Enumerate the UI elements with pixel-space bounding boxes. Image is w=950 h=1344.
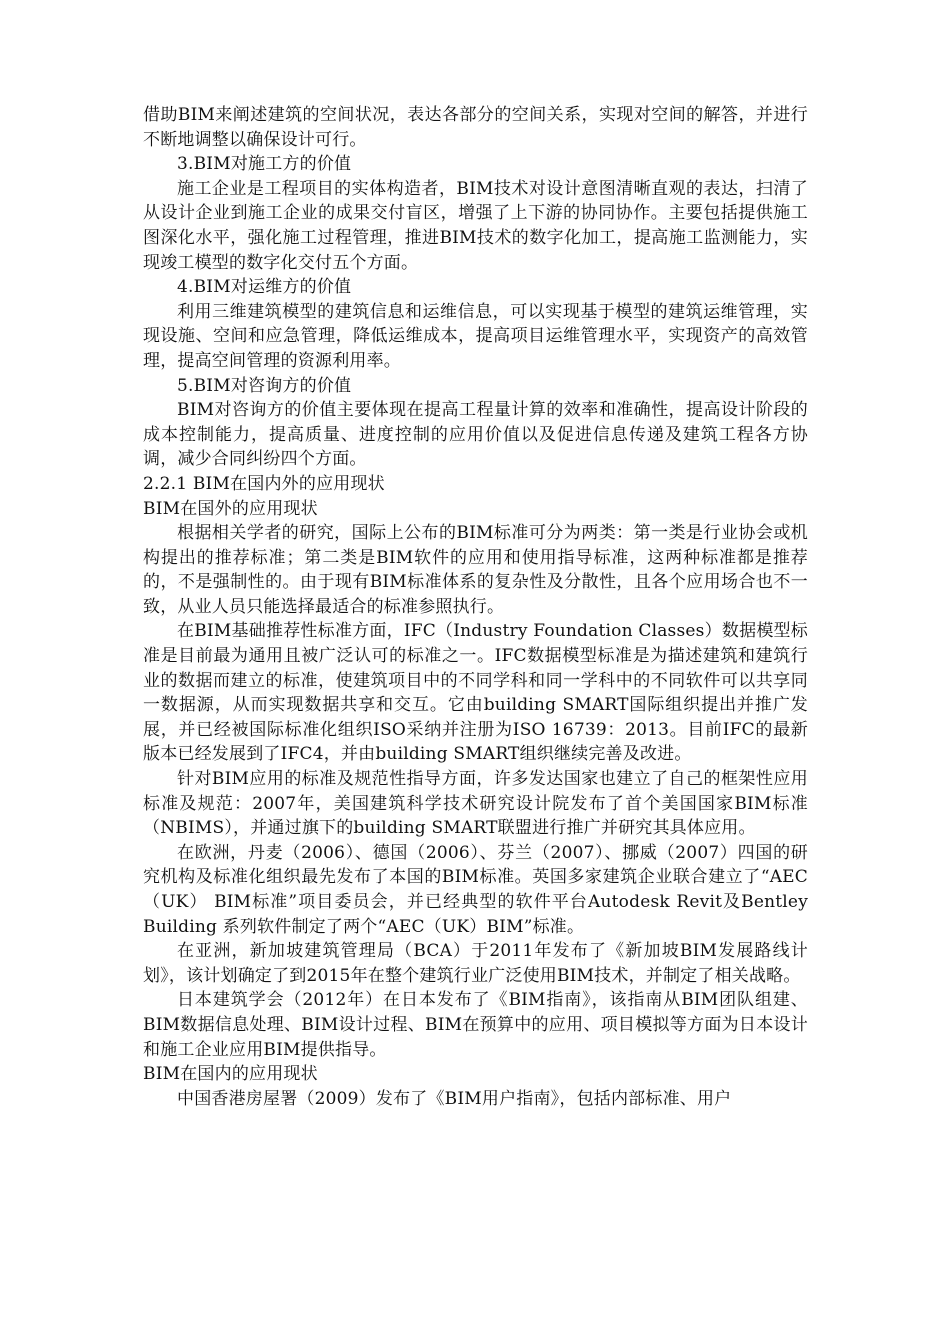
paragraph-asia-singapore: 在亚洲，新加坡建筑管理局（BCA）于2011年发布了《新加坡BIM发展路线计划》，该计划确定了到2015年在整个建筑行业广泛使用BIM技术，并制定了相关战略。 xyxy=(143,941,808,986)
paragraph-consulting-value: BIM对咨询方的价值主要体现在提高工程量计算的效率和准确性，提高设计阶段的成本控制能力，提高质量、进度控制的应用价值以及促进信息传递及建筑工程各方协调，减少合同纠纷四个方面。 xyxy=(143,400,808,470)
section-heading-operations: 4.BIM对运维方的价值 xyxy=(177,277,352,298)
section-heading-construction: 3.BIM对施工方的价值 xyxy=(177,154,352,175)
document-body xyxy=(143,103,808,1111)
paragraph-us-nbims: 针对BIM应用的标准及规范性指导方面，许多发达国家也建立了自己的框架性应用标准及规范：2007年，美国建筑科学技术研究设计院发布了首个美国国家BIM标准（NBIMS），并通过旗下的building SMART联盟进行推广并研究其具体应用。 xyxy=(143,769,808,839)
subheading-domestic: BIM在国内的应用现状 xyxy=(143,1064,318,1085)
paragraph-ifc-standard: 在BIM基础推荐性标准方面，IFC（Industry Foundation Classes）数据模型标准是目前最为通用且被广泛认可的标准之一。IFC数据模型标准是为描述建筑和建筑行业的数据而建立的标准，使建筑项目中的不同学科和同一学科中的不同软件可以共享同一数据源，从而实现数据共享和交互。它由building SMART国际组织提出并推广发展，并已经被国际标准化组织ISO采纳并注册为ISO 16739：2013。目前IFC的最新版本已经发展到了IFC4，并由building SMART组织继续完善及改进。 xyxy=(143,621,808,765)
paragraph-hong-kong: 中国香港房屋署（2009）发布了《BIM用户指南》，包括内部标准、用户 xyxy=(177,1088,732,1109)
paragraph-construction-value: 施工企业是工程项目的实体构造者，BIM技术对设计意图清晰直观的表达，扫清了从设计企业到施工企业的成果交付盲区，增强了上下游的协同协作。主要包括提供施工图深化水平，强化施工过程管理，推进BIM技术的数字化加工，提高施工监测能力，实现竣工模型的数字化交付五个方面。 xyxy=(143,178,808,273)
paragraph-standard-types: 根据相关学者的研究，国际上公布的BIM标准可分为两类：第一类是行业协会或机构提出的推荐标准；第二类是BIM软件的应用和使用指导标准，这两种标准都是推荐的，不是强制性的。由于现有BIM标准体系的复杂性及分散性，且各个应用场合也不一致，从业人员只能选择最适合的标准参照执行。 xyxy=(143,523,808,617)
paragraph-continuation: 借助BIM来阐述建筑的空间状况，表达各部分的空间关系，实现对空间的解答，并进行不断地调整以确保设计可行。 xyxy=(143,105,808,150)
section-heading-consulting: 5.BIM对咨询方的价值 xyxy=(177,375,352,396)
paragraph-japan: 日本建筑学会（2012年）在日本发布了《BIM指南》，该指南从BIM团队组建、BIM数据信息处理、BIM设计过程、BIM在预算中的应用、项目模拟等方面为日本设计和施工企业应用BIM提供指导。 xyxy=(143,990,808,1060)
paragraph-europe: 在欧洲，丹麦（2006）、德国（2006）、芬兰（2007）、挪威（2007）四国的研究机构及标准化组织最先发布了本国的BIM标准。英国多家建筑企业联合建立了“AEC（UK） BIM标准”项目委员会，并已经典型的软件平台Autodesk Revit及Bentley Building 系列软件制定了两个“AEC（UK）BIM”标准。 xyxy=(143,842,808,937)
paragraph-operations-value: 利用三维建筑模型的建筑信息和运维信息，可以实现基于模型的建筑运维管理，实现设施、空间和应急管理，降低运维成本，提高项目运维管理水平，实现资产的高效管理，提高空间管理的资源利用率。 xyxy=(143,301,808,371)
subheading-abroad: BIM在国外的应用现状 xyxy=(143,498,318,519)
section-heading-2-2-1: 2.2.1 BIM在国内外的应用现状 xyxy=(143,473,385,494)
